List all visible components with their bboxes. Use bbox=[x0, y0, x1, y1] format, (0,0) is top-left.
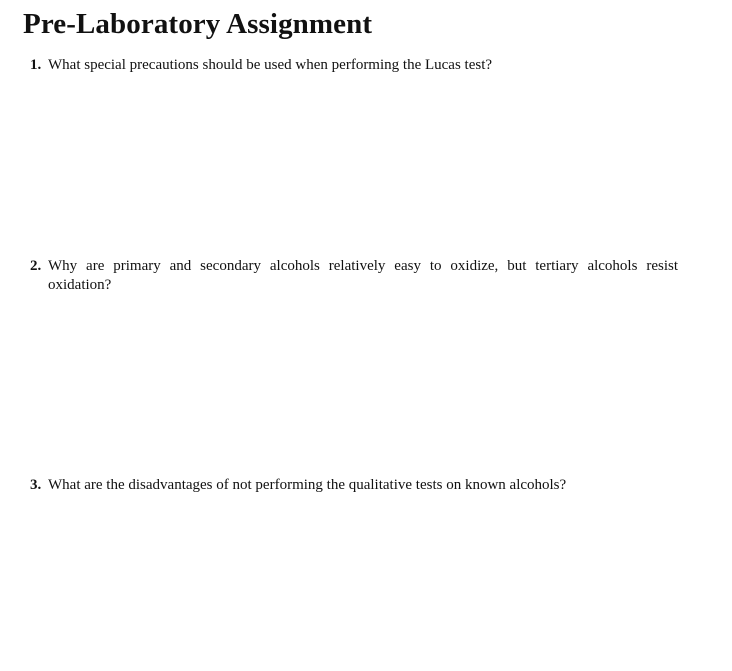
question-3 bbox=[30, 476, 678, 495]
page-title: Pre-Laboratory Assignment bbox=[23, 8, 373, 40]
answer-space-1 bbox=[30, 80, 678, 250]
question-number: 2. bbox=[30, 258, 42, 274]
question-text: What are the disadvantages of not performing the qualitative tests on known alcohols? bbox=[48, 477, 567, 493]
question-1 bbox=[30, 56, 678, 75]
answer-space-3 bbox=[30, 500, 678, 660]
question-text: What special precautions should be used when performing the Lucas test? bbox=[48, 57, 493, 73]
answer-space-2 bbox=[30, 300, 678, 470]
question-number: 3. bbox=[30, 477, 42, 493]
question-number: 1. bbox=[30, 57, 42, 73]
question-text: Why are primary and secondary alcohols relatively easy to oxidize, but tertiary alcohols resist oxidation? bbox=[48, 258, 678, 293]
question-2 bbox=[30, 257, 678, 295]
